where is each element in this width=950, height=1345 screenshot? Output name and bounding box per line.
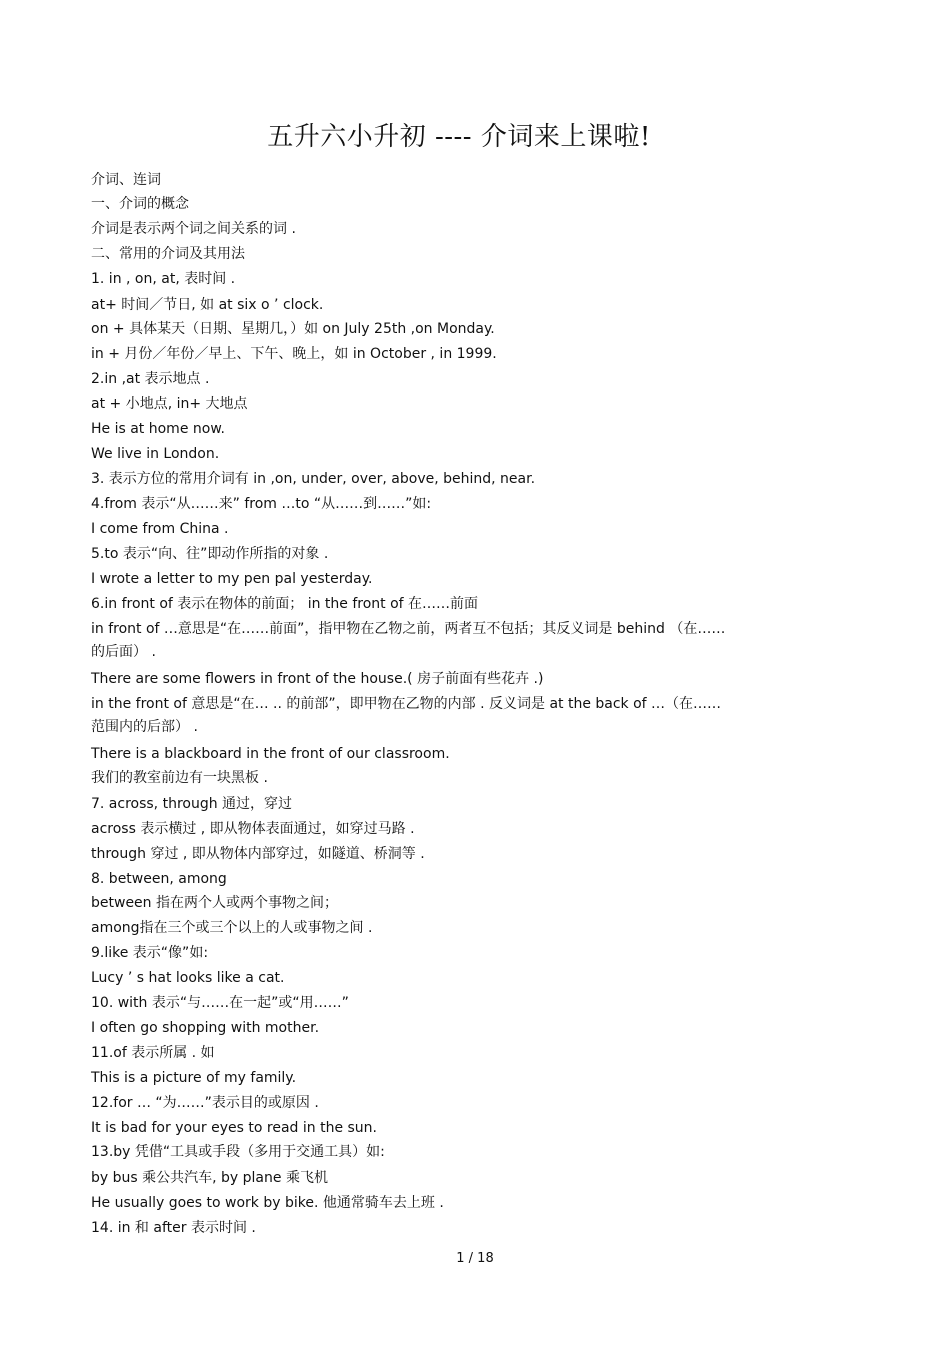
text-line: I often go shopping with mother. [91, 1020, 320, 1036]
text-line: 的后面） . [91, 644, 156, 660]
text-line: There is a blackboard in the front of our classroom. [91, 746, 450, 762]
text-line: He usually goes to work by bike. 他通常骑车去上班 . [91, 1195, 444, 1211]
text-line: 3. 表示方位的常用介词有 in ,on, under, over, above, behind, near. [91, 471, 536, 487]
text-line: 10. with 表示“与……在一起”或“用……” [91, 995, 349, 1011]
text-line: 11.of 表示所属 . 如 [91, 1045, 215, 1061]
text-line: It is bad for your eyes to read in the sun. [91, 1120, 378, 1136]
text-line: 二、常用的介词及其用法 [91, 246, 245, 262]
page-number: 1 / 18 [456, 1251, 494, 1266]
text-line: There are some flowers in front of the house.( 房子前面有些花卉 .) [91, 671, 544, 687]
text-line: across 表示横过 , 即从物体表面通过，如穿过马路 . [91, 821, 415, 837]
text-line: Lucy ’ s hat looks like a cat. [91, 970, 285, 986]
text-line: I come from China . [91, 521, 229, 537]
text-line: 范围内的后部） . [91, 719, 198, 735]
text-line: 一、介词的概念 [91, 196, 189, 212]
text-line: 6.in front of 表示在物体的前面； in the front of 在……前面 [91, 596, 479, 612]
text-line: 介词是表示两个词之间关系的词 . [91, 221, 296, 237]
document-title: 五升六小升初 ---- 介词来上课啦! [267, 122, 651, 152]
text-line: among指在三个或三个以上的人或事物之间 . [91, 920, 373, 936]
text-line: We live in London. [91, 446, 220, 462]
text-line: 8. between, among [91, 871, 227, 887]
text-line: 14. in 和 after 表示时间 . [91, 1220, 256, 1236]
text-line: through 穿过 , 即从物体内部穿过，如隧道、桥洞等 . [91, 846, 425, 862]
text-line: by bus 乘公共汽车, by plane 乘飞机 [91, 1170, 328, 1186]
text-line: 7. across, through 通过，穿过 [91, 796, 293, 812]
text-line: I wrote a letter to my pen pal yesterday. [91, 571, 373, 587]
text-line: 12.for … “为……”表示目的或原因 . [91, 1095, 319, 1111]
text-line: in the front of 意思是“在… .. 的前部”，即甲物在乙物的内部 . 反义词是 at the back of …（在…… [91, 696, 722, 712]
text-line: between 指在两个人或两个事物之间； [91, 895, 338, 911]
text-line: 13.by 凭借“工具或手段（多用于交通工具）如: [91, 1144, 385, 1160]
text-line: in front of …意思是“在……前面”，指甲物在乙物之前，两者互不包括；其反义词是 behind （在…… [91, 621, 726, 637]
text-line: in + 月份／年份／早上、下午、晚上，如 in October , in 1999. [91, 346, 497, 362]
text-line: at+ 时间／节日, 如 at six o ’ clock. [91, 297, 324, 313]
text-line: 5.to 表示“向、往”即动作所指的对象 . [91, 546, 329, 562]
text-line: 介词、连词 [91, 172, 161, 188]
text-line: 4.from 表示“从……来” from …to “从……到……”如: [91, 496, 432, 512]
text-line: at + 小地点, in+ 大地点 [91, 396, 248, 412]
text-line: He is at home now. [91, 421, 225, 437]
text-line: 1. in , on, at, 表时间 . [91, 271, 236, 287]
text-line: 2.in ,at 表示地点 . [91, 371, 210, 387]
text-line: This is a picture of my family. [91, 1070, 297, 1086]
text-line: on + 具体某天（日期、星期几，）如 on July 25th ,on Monday. [91, 321, 495, 337]
text-line: 9.like 表示“像”如: [91, 945, 209, 961]
text-line: 我们的教室前边有一块黑板 . [91, 770, 268, 786]
